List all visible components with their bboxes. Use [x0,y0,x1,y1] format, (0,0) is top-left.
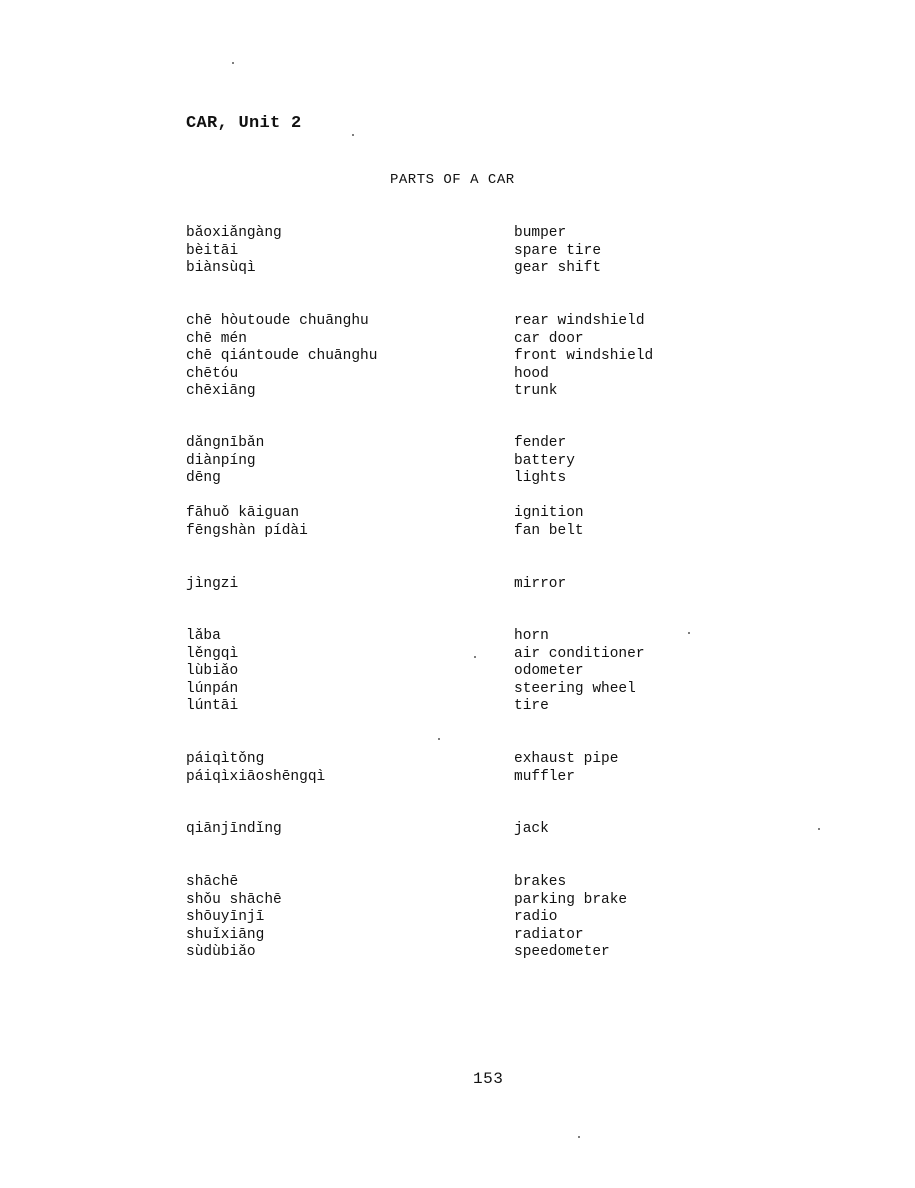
pinyin-term: lùbiǎo [186,663,239,680]
english-term: steering wheel [514,680,636,697]
vocab-row [186,366,686,384]
english-term: spare tire [514,242,602,259]
vocab-row [186,505,686,523]
pinyin-term: chē qiántoude chuānghu [186,348,378,365]
english-term: jack [514,821,549,837]
english-term: bumper [514,225,567,241]
vocab-group-b [186,225,686,278]
vocab-row [186,243,686,261]
vocab-row [186,435,686,453]
scan-speck [474,656,476,658]
scan-speck [818,828,820,830]
vocab-row [186,523,686,541]
english-term: odometer [514,663,584,680]
vocab-row [186,944,686,962]
english-term: parking brake [514,891,628,908]
pinyin-term: lǎba [186,628,221,644]
pinyin-term: diànpíng [186,452,256,469]
vocab-row [186,383,686,401]
pinyin-term: chēxiāng [186,383,256,400]
vocab-row [186,260,686,278]
pinyin-term: chētóu [186,365,239,382]
pinyin-term: sùdùbiǎo [186,944,256,961]
vocab-row [186,909,686,927]
scan-speck [438,738,440,740]
pinyin-term: shuǐxiāng [186,926,265,943]
pinyin-term: páiqìxiāoshēngqì [186,768,326,785]
vocab-group-d [186,435,686,488]
scan-speck [232,62,234,64]
pinyin-term: páiqìtǒng [186,751,265,767]
english-term: air conditioner [514,645,645,662]
english-term: radio [514,909,558,926]
vocab-row [186,927,686,945]
english-term: lights [514,470,567,487]
english-term: rear windshield [514,313,645,329]
vocab-row [186,821,686,839]
english-term: car door [514,330,584,347]
pinyin-term: dǎngnībǎn [186,435,265,451]
english-term: hood [514,365,549,382]
vocab-row [186,751,686,769]
pinyin-term: lúntāi [186,698,239,715]
pinyin-term: qiānjīndǐng [186,821,282,837]
pinyin-term: shōuyīnjī [186,909,265,926]
english-term: exhaust pipe [514,751,619,767]
vocab-row [186,470,686,488]
vocab-group-p [186,751,686,786]
page-number: 153 [473,1070,504,1088]
vocab-row [186,663,686,681]
pinyin-term: lěngqì [186,645,239,662]
pinyin-term: bǎoxiǎngàng [186,225,282,241]
vocab-group-s [186,874,686,962]
vocab-group-l [186,628,686,716]
vocab-row [186,576,686,594]
scan-speck [352,134,354,136]
vocab-row [186,313,686,331]
english-term: front windshield [514,348,654,365]
english-term: brakes [514,874,567,890]
english-term: muffler [514,768,575,785]
english-term: trunk [514,383,558,400]
pinyin-term: biànsùqì [186,260,256,277]
pinyin-term: chē mén [186,330,247,347]
vocab-row [186,892,686,910]
english-term: battery [514,452,575,469]
english-term: ignition [514,505,584,521]
english-term: mirror [514,576,567,592]
vocab-group-f [186,505,686,540]
english-term: tire [514,698,549,715]
vocab-row [186,681,686,699]
vocab-row [186,453,686,471]
vocab-row [186,646,686,664]
scan-speck [688,632,690,634]
english-term: horn [514,628,549,644]
pinyin-term: jìngzi [186,576,239,592]
vocab-group-ch [186,313,686,401]
english-term: gear shift [514,260,602,277]
vocab-group-q [186,821,686,839]
vocab-row [186,331,686,349]
pinyin-term: shǒu shāchē [186,891,282,908]
pinyin-term: bèitāi [186,242,239,259]
vocab-row [186,628,686,646]
vocab-row [186,698,686,716]
english-term: fender [514,435,567,451]
vocab-row [186,874,686,892]
pinyin-term: lúnpán [186,680,239,697]
vocab-row [186,225,686,243]
unit-heading: CAR, Unit 2 [186,114,302,133]
vocab-row [186,769,686,787]
english-term: radiator [514,926,584,943]
pinyin-term: shāchē [186,874,239,890]
vocab-group-j [186,576,686,594]
pinyin-term: fēngshàn pídài [186,522,308,539]
pinyin-term: fāhuǒ kāiguan [186,505,300,521]
scan-speck [578,1136,580,1138]
section-title: PARTS OF A CAR [390,172,515,188]
english-term: speedometer [514,944,610,961]
pinyin-term: dēng [186,470,221,487]
pinyin-term: chē hòutoude chuānghu [186,313,369,329]
english-term: fan belt [514,522,584,539]
vocab-row [186,348,686,366]
